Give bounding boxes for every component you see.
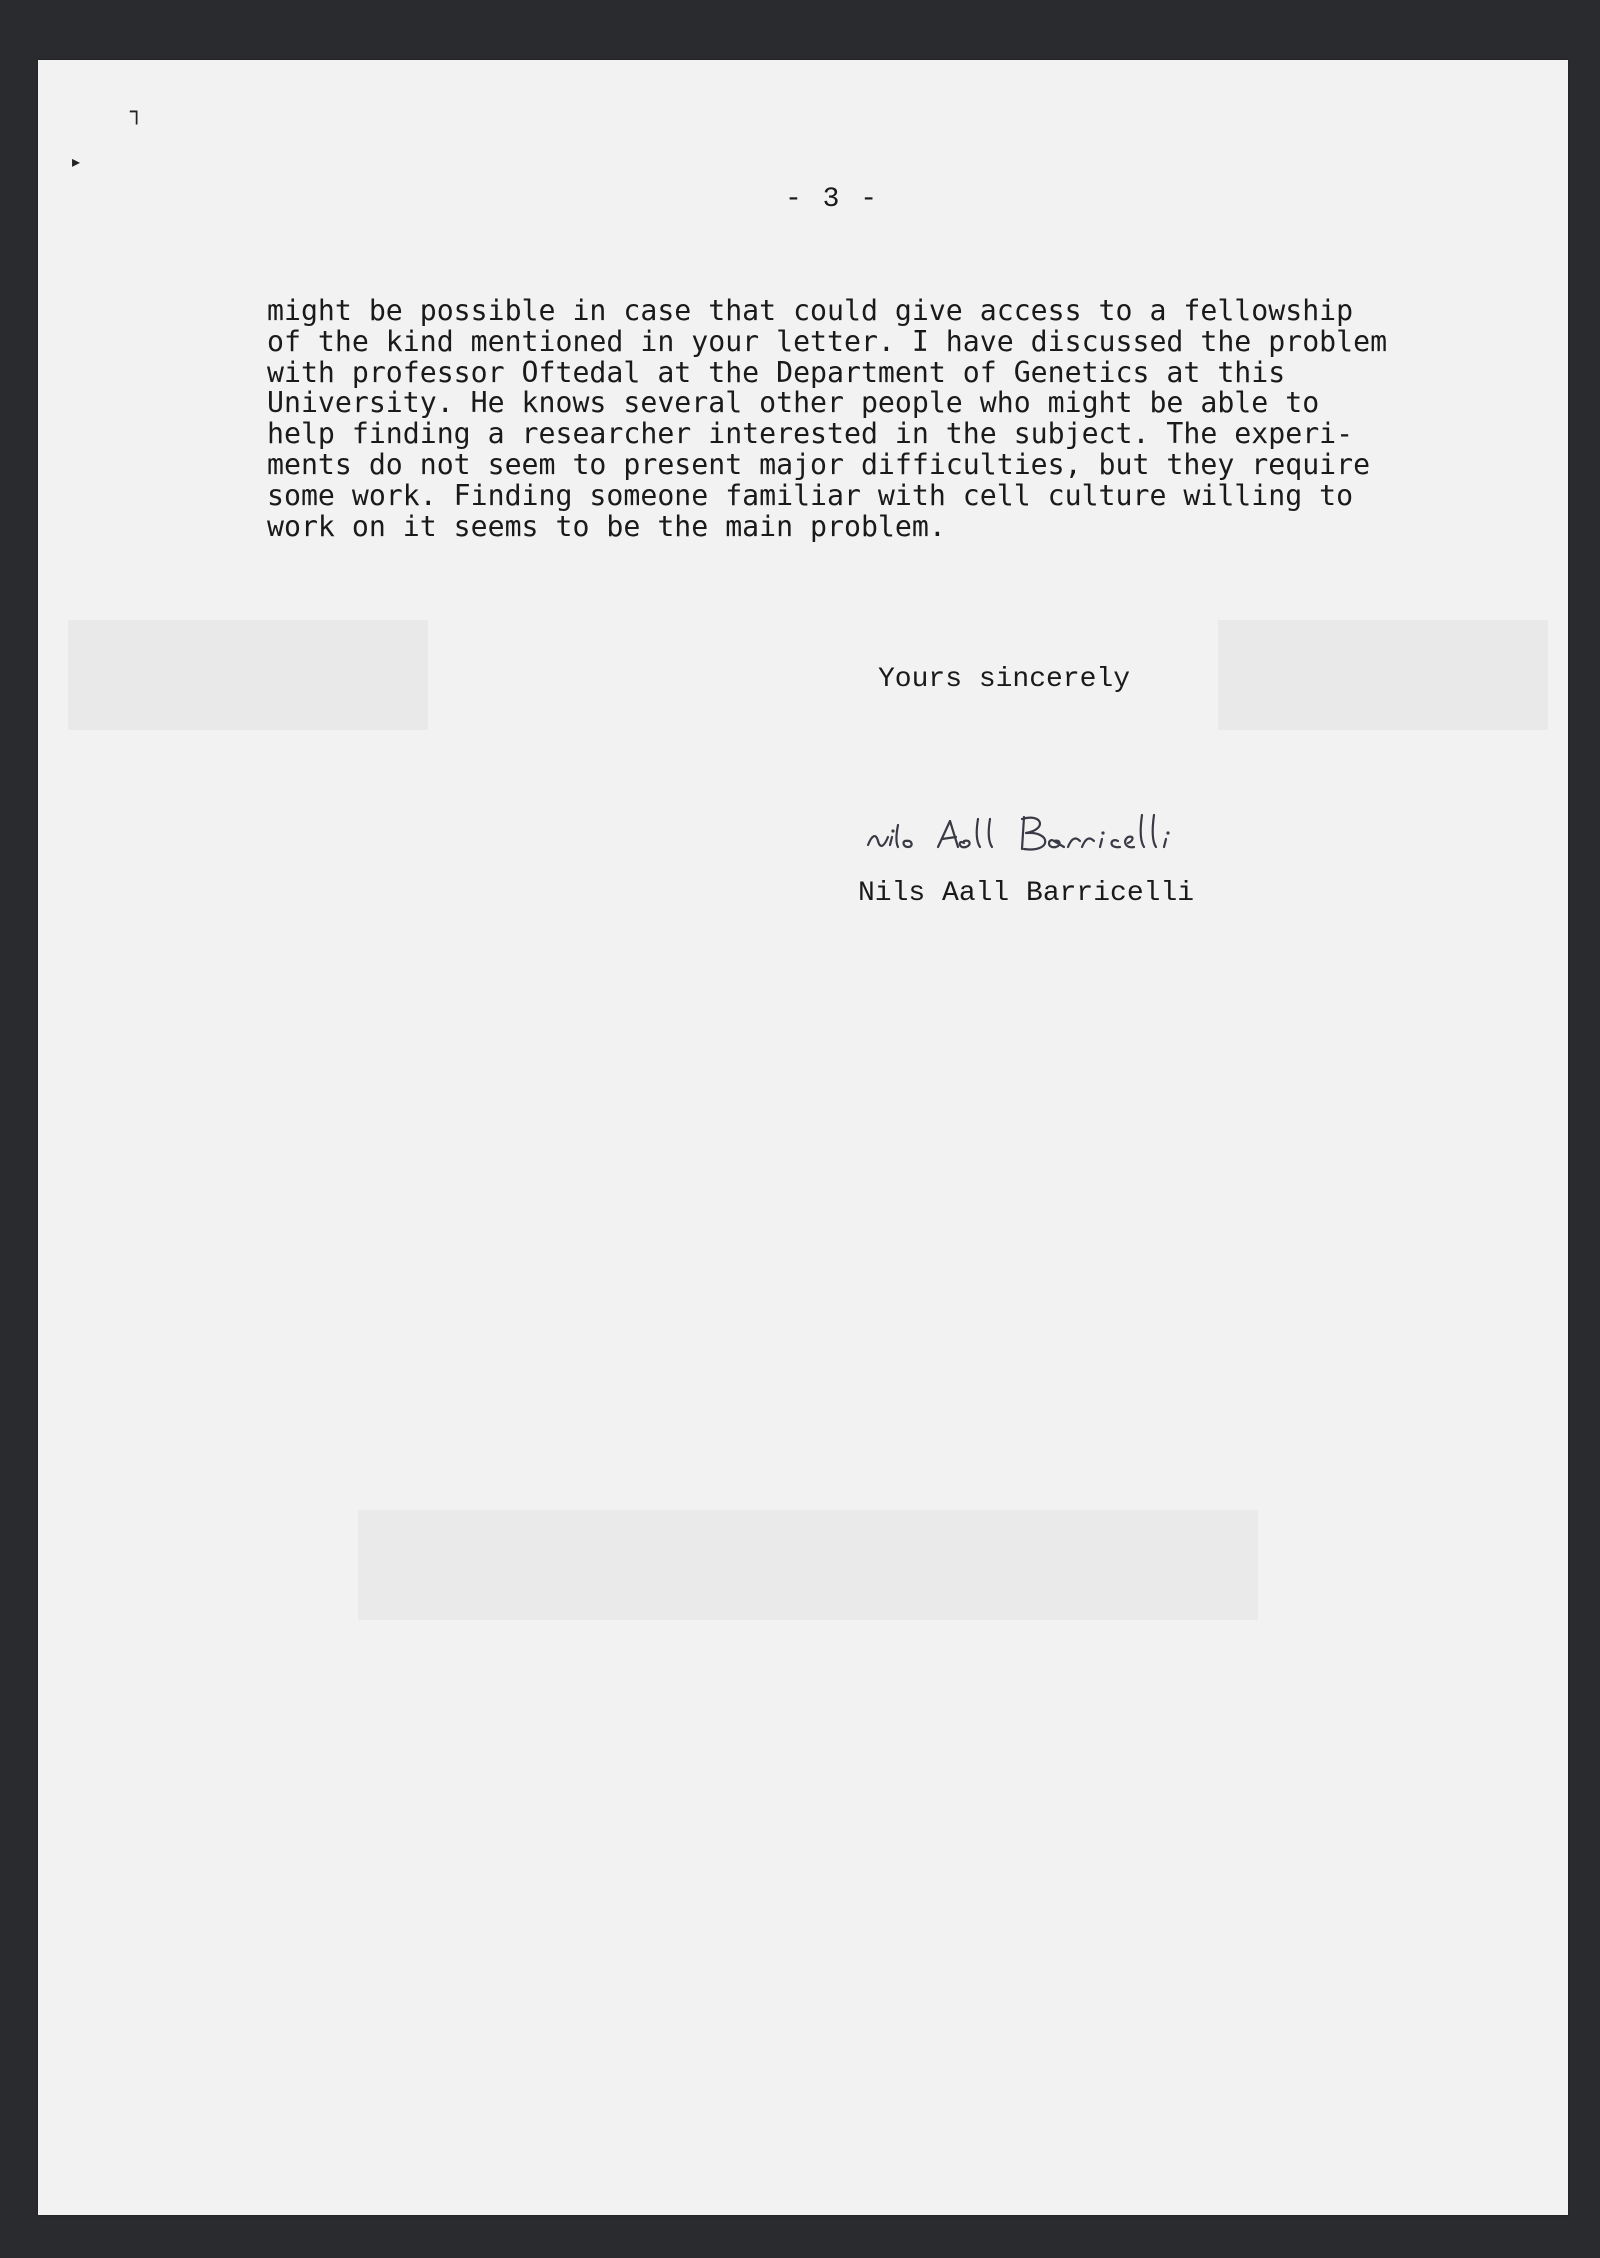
letter-page <box>38 60 1568 2215</box>
margin-mark-top: ┐ <box>130 100 144 125</box>
body-line: of the kind mentioned in your letter. I have discussed the problem <box>267 324 1388 358</box>
body-line: University. He knows several other people who might be able to <box>267 386 1320 420</box>
body-line: might be possible in case that could give access to a fellowship <box>267 294 1354 327</box>
bleed-through-watermark-bottom <box>358 1500 1258 1659</box>
body-line: with professor Oftedal at the Department of Genetics at this <box>267 355 1286 389</box>
body-line: work on it seems to be the main problem. <box>267 509 946 543</box>
closing-salutation: Yours sincerely <box>878 664 1131 695</box>
page-number: - 3 - <box>784 184 879 215</box>
signer-name: Nils Aall Barricelli <box>858 878 1195 909</box>
letter-body <box>267 296 1567 542</box>
body-line: help finding a researcher interested in the subject. The experi- <box>267 417 1354 451</box>
margin-mark-left: ▸ <box>72 152 81 171</box>
signature-scribble <box>828 795 1328 885</box>
bleed-through-watermark-top <box>68 610 1548 769</box>
handwritten-signature <box>828 795 1328 885</box>
body-line: ments do not seem to present major difficulties, but they require <box>267 447 1371 481</box>
body-line: some work. Finding someone familiar with cell culture willing to <box>267 478 1354 512</box>
